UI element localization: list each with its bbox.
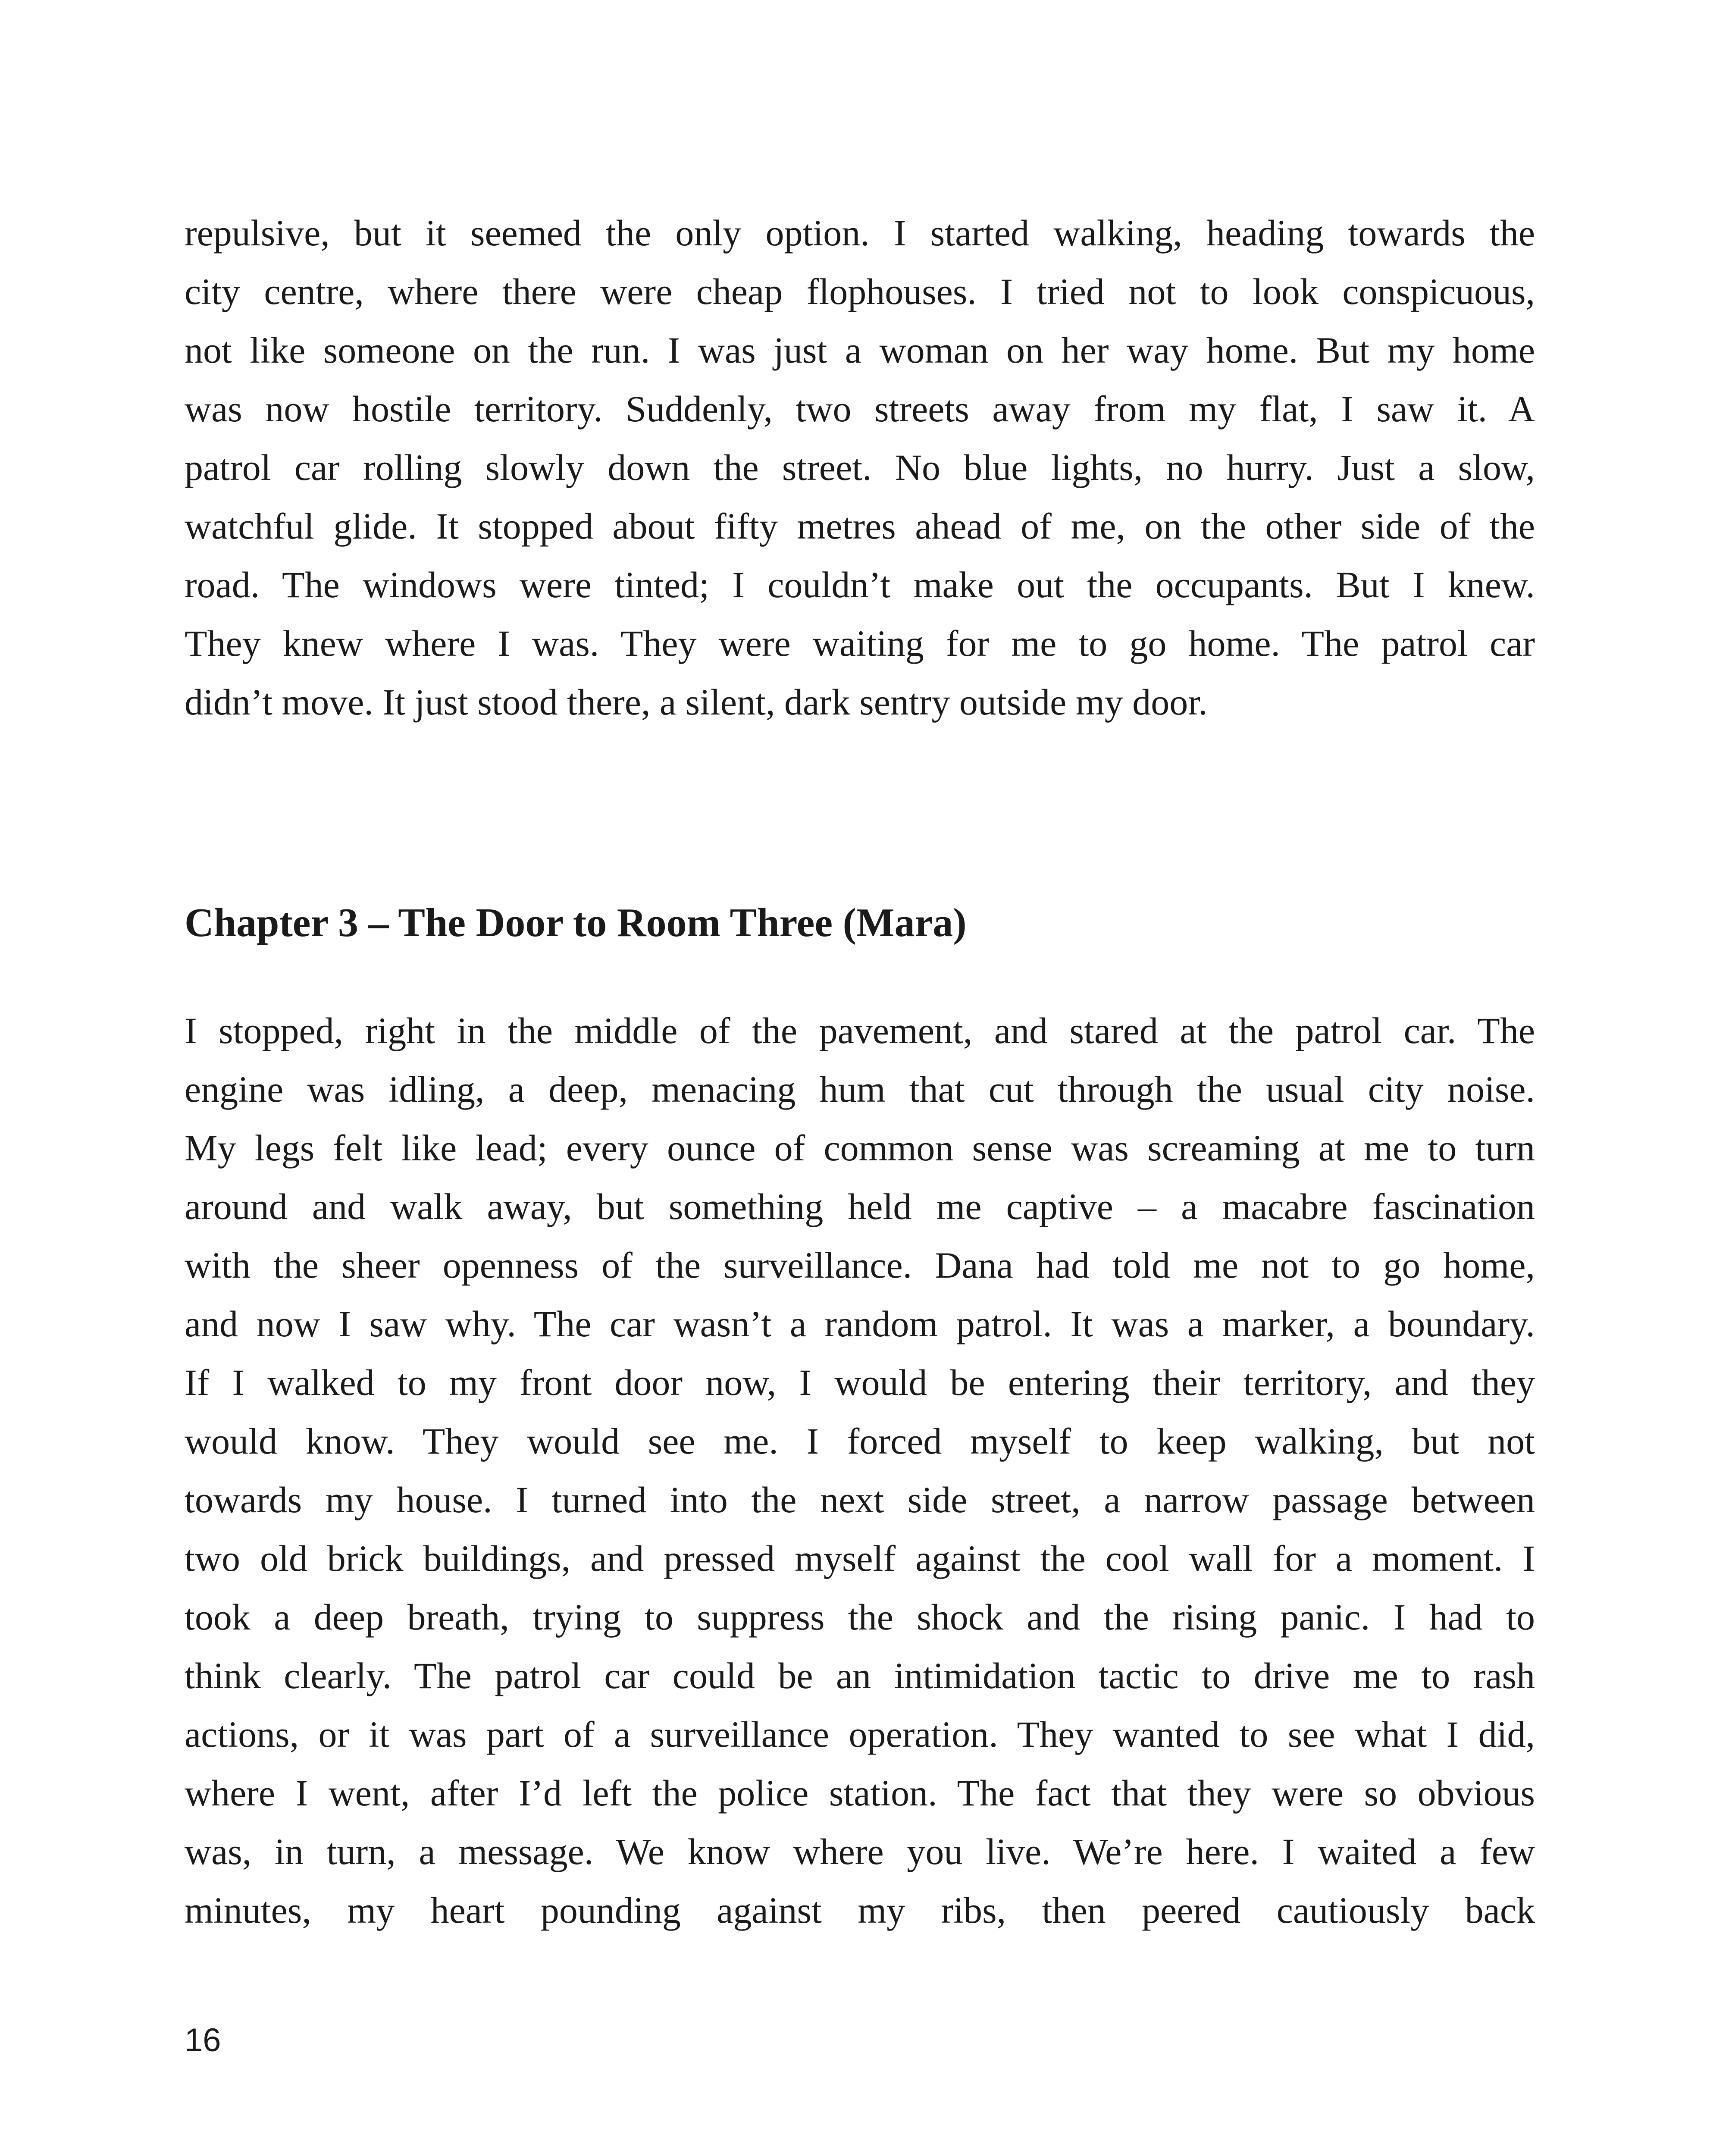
paragraph-line: city centre, where there were cheap flophouses. I tried not to look conspicuous, bbox=[185, 271, 1535, 312]
paragraph-line: where I went, after I’d left the police station. The fact that they were so obvious bbox=[185, 1772, 1535, 1814]
paragraph-line: watchful glide. It stopped about fifty metres ahead of me, on the other side of the bbox=[185, 505, 1535, 547]
paragraph-line: They knew where I was. They were waiting for me to go home. The patrol car bbox=[185, 623, 1535, 664]
paragraph-line: took a deep breath, trying to suppress the shock and the rising panic. I had to bbox=[185, 1596, 1535, 1638]
paragraph-1 bbox=[185, 204, 1535, 731]
paragraph-line: towards my house. I turned into the next side street, a narrow passage between bbox=[185, 1479, 1535, 1520]
paragraph-line: If I walked to my front door now, I would be entering their territory, and they bbox=[185, 1362, 1535, 1403]
paragraph-line: I stopped, right in the middle of the pavement, and stared at the patrol car. The bbox=[185, 1010, 1535, 1051]
paragraph-line: patrol car rolling slowly down the street. No blue lights, no hurry. Just a slow, bbox=[185, 447, 1535, 488]
paragraph-line: would know. They would see me. I forced myself to keep walking, but not bbox=[185, 1420, 1535, 1462]
paragraph-line: was, in turn, a message. We know where you live. We’re here. I waited a few bbox=[185, 1831, 1535, 1872]
paragraph-line: not like someone on the run. I was just a woman on her way home. But my home bbox=[185, 329, 1535, 371]
paragraph-line: two old brick buildings, and pressed myself against the cool wall for a moment. I bbox=[185, 1538, 1535, 1579]
paragraph-line: with the sheer openness of the surveillance. Dana had told me not to go home, bbox=[185, 1244, 1535, 1286]
paragraph-line: actions, or it was part of a surveillance operation. They wanted to see what I did, bbox=[185, 1714, 1535, 1755]
page-number: 16 bbox=[185, 2022, 221, 2059]
paragraph-line: road. The windows were tinted; I couldn’t make out the occupants. But I knew. bbox=[185, 564, 1535, 605]
paragraph-line: My legs felt like lead; every ounce of common sense was screaming at me to turn bbox=[185, 1127, 1535, 1169]
paragraph-line: think clearly. The patrol car could be an intimidation tactic to drive me to rash bbox=[185, 1655, 1535, 1696]
chapter-heading: Chapter 3 – The Door to Room Three (Mara) bbox=[185, 900, 967, 945]
paragraph-line: minutes, my heart pounding against my ribs, then peered cautiously back bbox=[185, 1890, 1535, 1931]
paragraph-2 bbox=[185, 1001, 1535, 1940]
paragraph-line: didn’t move. It just stood there, a silent, dark sentry outside my door. bbox=[185, 681, 1208, 723]
paragraph-line: repulsive, but it seemed the only option. I started walking, heading towards the bbox=[185, 212, 1535, 254]
paragraph-line: and now I saw why. The car wasn’t a random patrol. It was a marker, a boundary. bbox=[185, 1303, 1535, 1344]
paragraph-line: around and walk away, but something held me captive – a macabre fascination bbox=[185, 1186, 1535, 1227]
paragraph-line: engine was idling, a deep, menacing hum that cut through the usual city noise. bbox=[185, 1069, 1535, 1110]
paragraph-line: was now hostile territory. Suddenly, two streets away from my flat, I saw it. A bbox=[185, 388, 1535, 429]
